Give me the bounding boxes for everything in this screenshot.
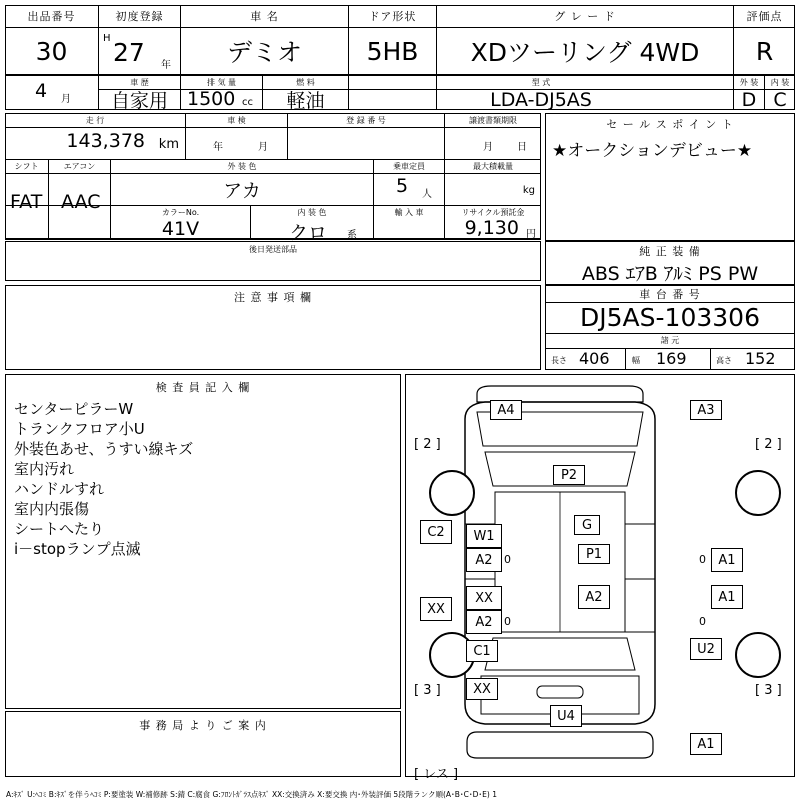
damage-mark: C2 — [420, 520, 452, 544]
wheel-rank-label: [ 2 ] — [755, 437, 782, 452]
width-cell: 幅 169 — [632, 349, 687, 368]
damage-mark: A2 — [578, 585, 610, 609]
shift-label: シフト — [14, 161, 39, 171]
inspector-line: ハンドルすれ — [14, 480, 105, 498]
door-type-label: ドア形状 — [368, 10, 417, 23]
first-registration-value — [99, 27, 180, 75]
score-value: R — [755, 36, 774, 66]
inspector-label: 検 査 員 記 入 欄 — [155, 381, 251, 394]
office-notice-label: 事 務 局 よ り ご 案 内 — [139, 719, 267, 732]
grade-label: グ レ ー ド — [554, 10, 616, 23]
score-label: 評価点 — [746, 10, 783, 23]
notes-block — [5, 285, 541, 370]
damage-mark: P1 — [578, 544, 610, 564]
mileage-label: 走 行 — [85, 115, 105, 125]
car-body-outline — [405, 374, 795, 777]
capacity-value: 5 人 — [396, 175, 432, 200]
damage-mark: P2 — [553, 465, 585, 485]
damage-mark: A2 — [466, 610, 502, 634]
import-value — [374, 219, 444, 239]
lot-number-label: 出品番号 — [27, 10, 76, 23]
fuel-value: 軽油 — [286, 90, 325, 112]
dimensions-label: 諸 元 — [660, 336, 680, 345]
era-letter: H — [103, 33, 111, 44]
damage-mark: U4 — [550, 705, 582, 727]
chassis-label: 車 台 番 号 — [639, 287, 701, 301]
aircon-label: エアコン — [63, 161, 96, 171]
import-label: 輸 入 車 — [394, 207, 424, 217]
reg-month-unit: 月 — [61, 94, 71, 105]
exterior-color-value: アカ — [223, 179, 261, 202]
inspector-line: センターピラーW — [14, 400, 134, 418]
capacity-label: 乗車定員 — [393, 161, 425, 171]
model-code-label: 型 式 — [531, 77, 551, 87]
inspector-notes — [14, 399, 394, 559]
notes-label: 注 意 事 項 欄 — [234, 291, 312, 304]
recycle-label: リサイクル預託金 — [461, 207, 525, 217]
model-code-value: LDA-DJ5AS — [490, 88, 592, 111]
first-registration-label: 初度登録 — [115, 10, 164, 23]
mileage-value: 143,378 km — [66, 130, 179, 152]
recycle-value: 9,130 円 — [464, 217, 536, 240]
equipment-label: 純 正 装 備 — [639, 245, 701, 258]
max-load-value: kg — [522, 185, 535, 196]
legend-footer: A:ｷｽﾞ U:ﾍｺﾐ B:ｷｽﾞを伴うﾍｺﾐ P:要塗装 W:補修跡 S:錆 C:腐食 G:ﾌﾛﾝﾄｶﾞﾗｽ点ｷｽﾞ XX:交換済み X:要交換 内･外装評価 5段階ランク順(A･B･C･D･E) 1 — [6, 790, 498, 799]
registration-value — [288, 127, 444, 159]
door-type-value: 5HB — [366, 36, 419, 66]
damage-mark: XX — [466, 678, 498, 700]
inspector-line: 外装色あせ、うすい線キズ — [14, 440, 194, 458]
interior-grade-value: C — [773, 88, 787, 111]
wheel-rank-label: [ 2 ] — [414, 437, 441, 452]
reg-year: 27 — [113, 38, 145, 67]
inspection-value: 年 月 — [213, 142, 268, 153]
damage-mark: A1 — [690, 733, 722, 755]
sales-point-label: セ ー ル ス ポ イ ン ト — [606, 118, 734, 131]
wheel-rank-label: [ 3 ] — [755, 683, 782, 698]
office-notice-block — [5, 711, 401, 777]
sales-point-value: ★オークションデビュー★ — [552, 141, 753, 161]
inspector-line: i－stopランプ点滅 — [14, 540, 141, 558]
first-registration-month — [5, 75, 98, 110]
inspector-line: 室内汚れ — [14, 460, 75, 478]
wheel-front-right — [735, 470, 781, 516]
length-cell: 長さ 406 — [551, 349, 610, 368]
grade-value: XDツーリング 4WD — [470, 38, 700, 67]
history-value: 自家用 — [110, 90, 168, 112]
damage-mark: A1 — [711, 585, 743, 609]
shift-aircon-value: FAT AAC — [10, 191, 101, 213]
inspector-line: シートへたり — [14, 520, 105, 538]
interior-grade-label: 内 装 — [770, 77, 790, 87]
history-label: 車 歴 — [130, 77, 149, 87]
side-zero-mark: 0 — [504, 553, 511, 566]
registration-label: 登 録 番 号 — [346, 115, 386, 125]
exterior-color-label: 外 装 色 — [227, 161, 257, 171]
wheel-rank-label: [ レス ] — [414, 767, 459, 782]
transfer-deadline-label: 譲渡書類期限 — [469, 115, 517, 125]
side-zero-mark: 0 — [699, 615, 706, 628]
lot-number-value: 30 — [35, 36, 68, 66]
interior-color-value: クロ 系 — [289, 222, 357, 244]
later-parts-block — [5, 241, 541, 281]
max-load-label: 最大積載量 — [473, 161, 513, 171]
car-name-value: デミオ — [226, 38, 302, 67]
interior-color-label: 内 装 色 — [297, 207, 327, 217]
damage-mark: A2 — [466, 548, 502, 572]
reg-month: 4 — [35, 80, 48, 102]
inspection-label: 車 検 — [227, 115, 246, 125]
equipment-value: ABS ｴｱB ｱﾙﾐ PS PW — [581, 262, 759, 285]
exterior-grade-value: D — [741, 88, 757, 111]
side-zero-mark: 0 — [504, 615, 511, 628]
sales-point-block — [545, 113, 795, 241]
wheel-front-left — [429, 470, 475, 516]
displacement-label: 排 気 量 — [206, 77, 237, 87]
equipment-block — [545, 241, 795, 285]
displacement-value: 1500 cc — [187, 88, 253, 110]
later-parts-label: 後日発送部品 — [249, 244, 297, 254]
reg-year-unit: 年 — [161, 60, 171, 71]
inspector-line: トランクフロア小U — [14, 420, 145, 438]
car-name-label: 車 名 — [250, 10, 279, 23]
damage-mark: U2 — [690, 638, 722, 660]
exterior-grade-label: 外 装 — [739, 77, 759, 87]
fuel-label: 燃 料 — [296, 77, 315, 87]
damage-mark: W1 — [466, 524, 502, 548]
color-no-value: 41V — [161, 218, 200, 240]
side-zero-mark: 0 — [699, 553, 706, 566]
chassis-value: DJ5AS-103306 — [580, 303, 760, 332]
damage-mark: XX — [420, 597, 452, 621]
inspector-block — [5, 374, 401, 709]
inspector-line: 室内内張傷 — [14, 500, 90, 518]
transfer-deadline-value: 月 日 — [483, 142, 527, 153]
damage-mark: A1 — [711, 548, 743, 572]
damage-mark: A4 — [490, 400, 522, 420]
color-no-label: カラーNo. — [161, 207, 200, 217]
damage-mark: G — [574, 515, 600, 535]
height-cell: 高さ 152 — [716, 349, 776, 368]
damage-mark: C1 — [466, 640, 498, 662]
wheel-rank-label: [ 3 ] — [414, 683, 441, 698]
damage-mark: A3 — [690, 400, 722, 420]
damage-mark: XX — [466, 586, 502, 610]
wheel-rear-right — [735, 632, 781, 678]
